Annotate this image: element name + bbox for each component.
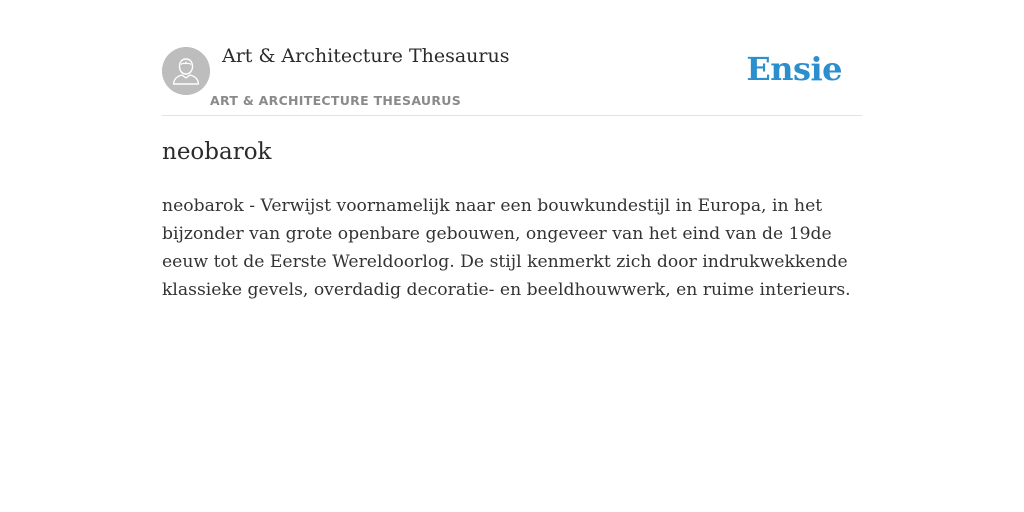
avatar[interactable]	[162, 47, 210, 95]
user-silhouette-icon	[162, 47, 210, 95]
entry-card	[162, 0, 862, 300]
term-definition: neobarok - Verwijst voornamelijk naar een bouwkundestijl in Europa, in het bijzonder van grote openbare gebouwen, ongeveer van het eind van de 19de eeuw tot de Eerste Wereldoorlog. De stijl kenmerkt zich door indrukwekkende klassieke gevels, overdadig decoratie- en beeldhouwwerk, en ruime interieurs.	[162, 196, 851, 300]
author-name-link[interactable]: Art & Architecture Thesaurus	[222, 45, 510, 67]
source-tag[interactable]: ART & ARCHITECTURE THESAURUS	[210, 93, 462, 108]
entry-header	[162, 0, 862, 116]
brand-logo-link[interactable]: Ensie	[746, 50, 842, 88]
term-title: neobarok	[162, 139, 272, 165]
